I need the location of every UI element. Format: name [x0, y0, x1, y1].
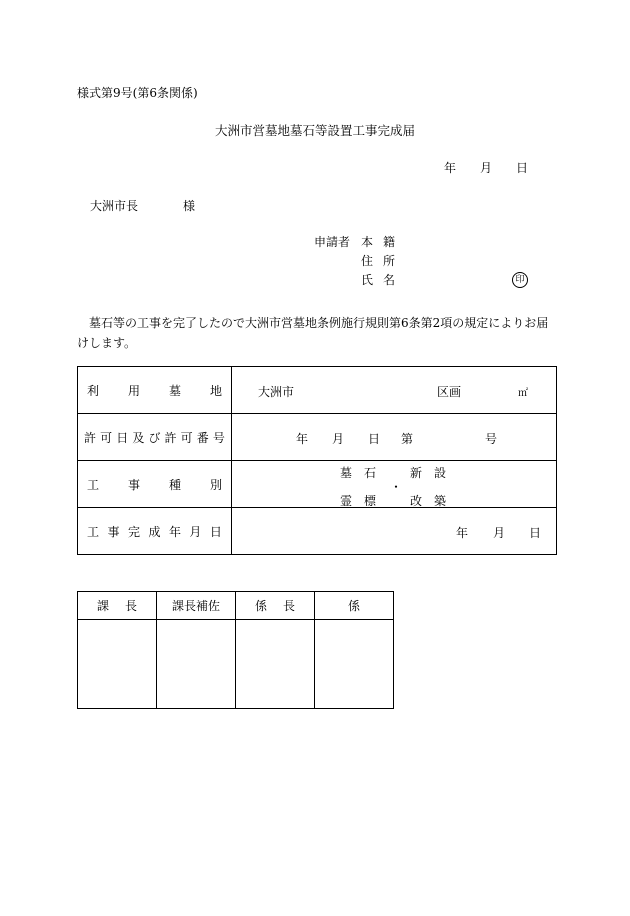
label-char: 許 — [164, 430, 177, 445]
label-char: 用 — [127, 383, 140, 398]
label-char: 及 — [132, 430, 145, 445]
form-number: 様式第9号(第6条関係) — [77, 86, 198, 100]
header-char: 長 — [283, 599, 296, 613]
honseki-char-2: 籍 — [383, 235, 396, 249]
seal-mark: 印 — [512, 272, 528, 288]
stamp-header-kacho — [78, 592, 157, 620]
label-char: 可 — [100, 430, 113, 445]
work-type-value-cell — [232, 461, 557, 508]
label-cell — [78, 461, 232, 508]
addressee-honorific: 様 — [183, 199, 196, 213]
completion-date-value-cell — [232, 508, 557, 555]
permit-day: 日 — [368, 432, 381, 446]
table-row-plot — [78, 367, 557, 414]
label-char: 利 — [87, 383, 100, 398]
table-row-completion-date — [78, 508, 557, 555]
stamp-box — [315, 620, 394, 709]
date-year: 年 — [444, 161, 457, 175]
label-char: 工 — [87, 477, 100, 492]
stamp-blank-row — [78, 620, 394, 709]
completion-month: 月 — [493, 526, 506, 540]
document-title: 大洲市営墓地墓石等設置工事完成届 — [214, 123, 415, 138]
permit-go: 号 — [485, 432, 498, 446]
label-char: 許 — [84, 430, 97, 445]
work-type-char: 改 — [410, 494, 423, 508]
label-char: 月 — [189, 524, 202, 539]
label-char: 別 — [209, 477, 222, 492]
label-char: 成 — [148, 524, 161, 539]
work-type-char: 設 — [434, 466, 447, 480]
header-char: 長 — [125, 599, 138, 613]
label-char: 墓 — [168, 383, 181, 398]
header-char: 課 — [96, 599, 109, 613]
stamp-header-row — [78, 592, 394, 620]
label-char: び — [148, 430, 161, 445]
work-type-separator: ・ — [390, 480, 403, 494]
honseki-char-1: 本 — [361, 235, 374, 249]
jusho-char-1: 住 — [361, 254, 374, 268]
label-char: 事 — [127, 477, 140, 492]
stamp-box — [236, 620, 315, 709]
applicant-label: 申請者 — [314, 235, 351, 249]
completion-day: 日 — [529, 526, 542, 540]
shimei-char-1: 氏 — [361, 273, 374, 287]
label-char: 工 — [87, 524, 100, 539]
label-char: 号 — [212, 430, 225, 445]
work-type-char: 標 — [364, 494, 377, 508]
label-char: 事 — [107, 524, 120, 539]
work-type-char: 霊 — [340, 494, 353, 508]
body-text: 墓石等の工事を完了したので大洲市営墓地条例施行規則第6条第2項の規定によりお届けします。 — [77, 316, 549, 350]
permit-dai: 第 — [401, 432, 414, 446]
table-row-permit — [78, 414, 557, 461]
plot-city: 大洲市 — [258, 385, 295, 399]
label-char: 可 — [180, 430, 193, 445]
work-type-char: 築 — [434, 494, 447, 508]
label-char: 完 — [127, 524, 140, 539]
permit-year: 年 — [296, 432, 309, 446]
label-char: 年 — [168, 524, 181, 539]
completion-year: 年 — [456, 526, 469, 540]
header-text: 係 — [347, 599, 360, 613]
completion-table — [77, 366, 557, 555]
label-cell — [78, 367, 232, 414]
label-char: 日 — [209, 524, 222, 539]
permit-month: 月 — [332, 432, 345, 446]
jusho-char-2: 所 — [383, 254, 396, 268]
table-row-work-type — [78, 461, 557, 508]
plot-unit: ㎡ — [518, 388, 528, 399]
work-type-char: 墓 — [340, 466, 353, 480]
header-char: 係 — [254, 599, 267, 613]
work-type-char: 石 — [364, 466, 377, 480]
label-char: 日 — [116, 430, 129, 445]
plot-value-cell — [232, 367, 557, 414]
stamp-header-kakari — [315, 592, 394, 620]
stamp-header-kacho-hosa — [157, 592, 236, 620]
header-text: 課長補佐 — [171, 599, 220, 613]
permit-value-cell — [232, 414, 557, 461]
plot-section: 区画 — [437, 385, 462, 399]
label-char: 番 — [196, 430, 209, 445]
addressee-name: 大洲市長 — [90, 199, 139, 213]
date-day: 日 — [516, 161, 529, 175]
approval-stamp-table — [77, 591, 394, 709]
stamp-header-kakaricho — [236, 592, 315, 620]
stamp-box — [78, 620, 157, 709]
label-char: 種 — [168, 477, 181, 492]
label-char: 地 — [209, 383, 222, 398]
label-cell — [78, 414, 232, 461]
shimei-char-2: 名 — [383, 273, 396, 287]
work-type-char: 新 — [410, 466, 423, 480]
label-cell — [78, 508, 232, 555]
stamp-box — [157, 620, 236, 709]
date-month: 月 — [480, 161, 493, 175]
